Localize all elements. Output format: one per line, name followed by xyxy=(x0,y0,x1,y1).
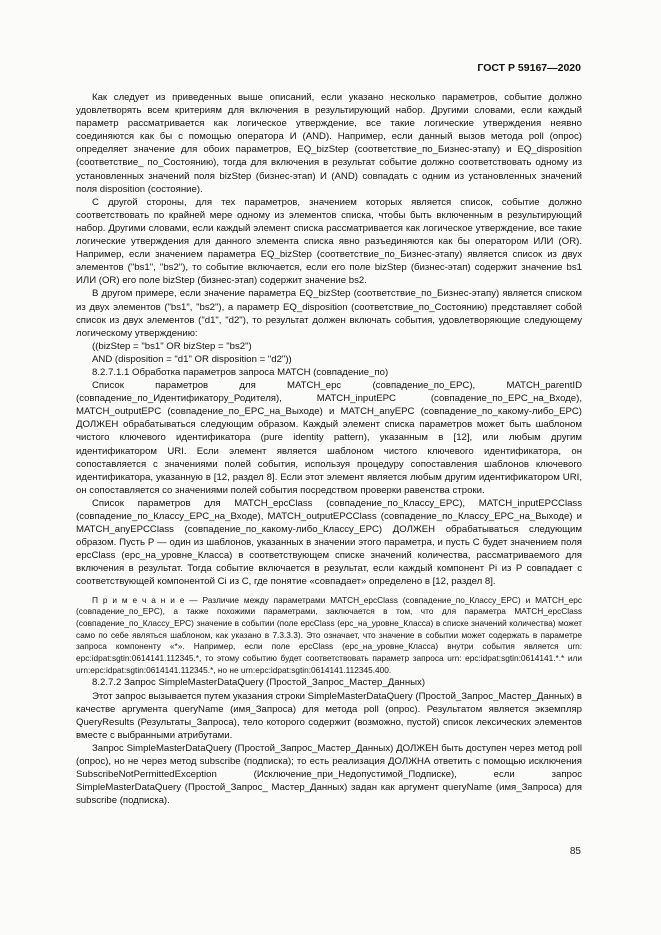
paragraph-masterdata-query: Этот запрос вызывается путем указания строки SimpleMasterDataQuery (Простой_Запрос_Мастер_Данных) в качестве аргумента queryName (имя_Запроса) для метода poll (опрос). Результатом является экземпляр QueryResults (Результаты_Запроса), тело которого содержит (возможно, пустой) список лексических элементов вместе с выбранными атрибутами. xyxy=(76,690,582,741)
section-heading-8-2-7-2: 8.2.7.2 Запрос SimpleMasterDataQuery (Простой_Запрос_Мастер_Данных) xyxy=(92,677,426,689)
logic-expression-line-2: AND (disposition = "d1" OR disposition = "d2")) xyxy=(92,353,292,365)
page-number: 85 xyxy=(569,846,581,857)
body-text xyxy=(76,91,582,807)
paragraph-example: В другом примере, если значение параметра EQ_bizStep (соответствие_по_Бизнес-этапу) является списком из двух элементов ("bs1", "bs2"), а параметр EQ_disposition (соответствие_по_Состоянию) представляет собой список из двух элементов ("d1", "d2"), то результат должен включать события, удовлетворяющие следующему логическому утверждению: xyxy=(76,288,582,339)
standard-header: ГОСТ Р 59167—2020 xyxy=(477,62,581,74)
section-heading-8-2-7-1-1: 8.2.7.1.1 Обработка параметров запроса MATCH (совпадение_по) xyxy=(92,366,389,378)
logic-expression-line-1: ((bizStep = "bs1" OR bizStep = "bs2") xyxy=(92,340,252,352)
paragraph-masterdata-subscribe: Запрос SimpleMasterDataQuery (Простой_Запрос_Мастер_Данных) ДОЛЖЕН быть доступен через метод poll (опрос), но не через метод subscribe (подписка); то есть реализация ДОЛЖНА ответить с помощью исключения SubscribeNotPermittedException (Исключение_при_Недопустимой_Подписке), если запрос SimpleMasterDataQuery (Простой_Запрос_ Мастер_Данных) задан как аргумент queryName (имя_Запроса) для subscribe (подписка). xyxy=(76,742,582,807)
note-paragraph: П р и м е ч а н и е — Различие между параметрами MATCH_epcClass (совпадение_по_Классу_EPC) и MATCH_epc (совпадение_по_EPC), а также похожими параметрами, заключается в том, что для параметра MATCH_epcClass (совпадение_по_Классу_EPC) значение в событии (поле epcClass (epc_на_уровне_Класса) в списке значений количества) может само по себе являться шаблоном, как указано в 7.3.3.3). Это означает, что значение в событии может содержать в параметре запроса компоненту «*». Например, если поле epcClass (epc_на_уровне_Класса) внутри события является urn: epc:idpat:sgtin:0614141.112345.*, то этому событию будет соответствовать параметр запроса urn: epc:idpat:sgtin:0614141.*.* или urn:epc:idpat:sgtin:0614141.112345.*, но не urn:epc:idpat:sgtin:0614141.112345.400. xyxy=(76,594,582,675)
paragraph-or-logic: С другой стороны, для тех параметров, значением которых является список, событие должно соответствовать по крайней мере одному из элементов списка, чтобы быть включенным в результирующий набор. Другими словами, если каждый элемент списка рассматривается как логическое утверждение, все такие логические утверждения для данного элемента списка явно разъединяются как бы оператором ИЛИ (OR). Например, если значением параметра EQ_bizStep (соответствие_по_Бизнес-этапу) является список из двух элементов ("bs1", "bs2"), то событие включается, если его поле bizStep (бизнес-этап) содержит значение bs1 ИЛИ (OR) его поле bizStep (бизнес-этап) содержит значение bs2. xyxy=(76,196,582,287)
paragraph-match-epcclass: Список параметров для MATCH_epcClass (совпадение_по_Классу_EPC), MATCH_inputEPCClass (совпадение_по_Классу_EPC_на_Входе), MATCH_outputEPCClass (совпадение_по_Классу_EPC_на_Выходе) и MATCH_anyEPCClass (совпадение_по_какому-либо_Классу_EPC) ДОЛЖЕН обрабатываться следующим образом. Пусть P — один из шаблонов, указанных в значении этого параметра, и пусть C будет значением поля epcClass (epc_на_уровне_Класса) в соответствующем списке значений количества, рассматриваемого для включения в результат. Тогда событие включается в результат, если каждый компонент Pi из P совпадает с соответствующей компонентой Ci из C, где понятие «совпадает» определено в [12, раздел 8]. xyxy=(76,497,582,588)
paragraph-match-epc: Список параметров для MATCH_epc (совпадение_по_EPC), MATCH_parentID (совпадение_по_Идентификатору_Родителя), MATCH_inputEPC (совпадение_по_EPC_на_Входе), MATCH_outputEPC (совпадение_по_EPC_на_Выходе) и MATCH_anyEPC (совпадение_по_какому-либо_EPC) ДОЛЖЕН обрабатываться следующим образом. Каждый элемент списка параметров может быть шаблоном чистого ключевого идентификатора (pure identity pattern), указанным в [12], или любым другим идентификатором URI. Если элемент является шаблоном чистого ключевого идентификатора, он сопоставляется с значениями полей события, используя процедуру сопоставления шаблонов ключевого идентификатора, указанную в [12, раздел 8]. Если этот элемент является любым другим идентификатором URI, он сопоставляется со значениями полей события посредством проверки равенства строки. xyxy=(76,380,582,496)
paragraph-and-logic: Как следует из приведенных выше описаний, если указано несколько параметров, событие должно удовлетворять всем критериям для включения в результирующий набор. Другими словами, если каждый параметр рассматривается как логическое утверждение, все такие логические утверждения неявно соединяются как бы с помощью оператора И (AND). Например, если данный вызов метода poll (опрос) определяет значение для обоих параметров, EQ_bizStep (соответствие_по_Бизнес-этапу) и EQ_disposition (соответствие_ по_Состоянию), тогда для включения в результат событие должно соответствовать одному из установленных значений поля bizStep (бизнес-этап) И (AND) совпадать с одним из установленных значений поля disposition (состояние). xyxy=(76,92,582,195)
